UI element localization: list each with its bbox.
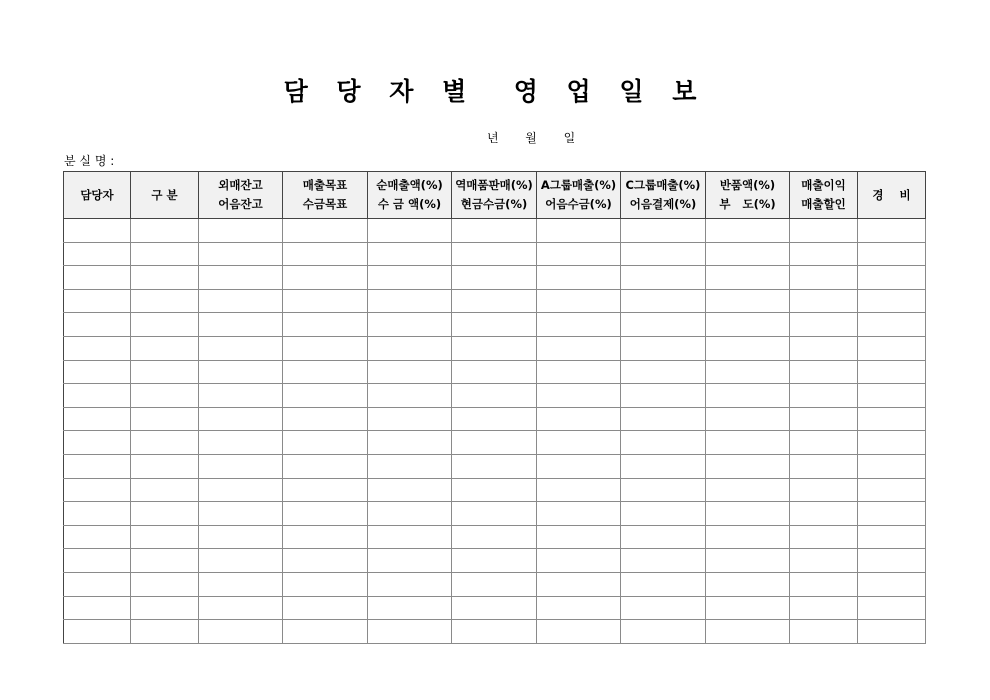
table-cell[interactable] xyxy=(790,525,858,549)
table-cell[interactable] xyxy=(858,572,926,596)
table-cell[interactable] xyxy=(64,454,131,478)
header-returns xyxy=(706,172,790,219)
table-cell[interactable] xyxy=(537,289,621,313)
table-cell[interactable] xyxy=(621,266,706,290)
table-cell[interactable] xyxy=(858,242,926,266)
table-cell[interactable] xyxy=(64,620,131,644)
table-cell[interactable] xyxy=(537,596,621,620)
table-row xyxy=(64,336,926,360)
table-cell[interactable] xyxy=(64,336,131,360)
table-cell[interactable] xyxy=(131,596,199,620)
table-cell[interactable] xyxy=(858,289,926,313)
table-cell[interactable] xyxy=(368,525,452,549)
header-expenses xyxy=(858,172,926,219)
table-cell[interactable] xyxy=(368,289,452,313)
header-line: 외매잔고 xyxy=(218,178,263,192)
table-cell[interactable] xyxy=(858,407,926,431)
table-cell[interactable] xyxy=(537,502,621,526)
table-cell[interactable] xyxy=(199,289,283,313)
table-cell[interactable] xyxy=(368,454,452,478)
table-cell[interactable] xyxy=(790,502,858,526)
table-cell[interactable] xyxy=(621,360,706,384)
table-cell[interactable] xyxy=(283,502,368,526)
table-cell[interactable] xyxy=(621,289,706,313)
table-cell[interactable] xyxy=(64,313,131,337)
table-cell[interactable] xyxy=(790,336,858,360)
table-cell[interactable] xyxy=(537,266,621,290)
table-cell[interactable] xyxy=(64,384,131,408)
table-cell[interactable] xyxy=(368,384,452,408)
table-cell[interactable] xyxy=(64,525,131,549)
table-row xyxy=(64,407,926,431)
table-cell[interactable] xyxy=(131,384,199,408)
branch-label: 분 실 명 : xyxy=(64,154,115,168)
header-line: 매출할인 xyxy=(801,197,846,211)
header-line: 매출이익 xyxy=(801,178,846,192)
table-cell[interactable] xyxy=(621,336,706,360)
table-cell[interactable] xyxy=(790,360,858,384)
header-line: 순매출액(%) xyxy=(376,178,443,192)
table-cell[interactable] xyxy=(199,620,283,644)
table-cell[interactable] xyxy=(64,219,131,243)
table-cell[interactable] xyxy=(199,336,283,360)
table-cell[interactable] xyxy=(706,454,790,478)
table-cell[interactable] xyxy=(199,596,283,620)
table-cell[interactable] xyxy=(858,384,926,408)
table-cell[interactable] xyxy=(368,502,452,526)
table-cell[interactable] xyxy=(283,219,368,243)
table-cell[interactable] xyxy=(452,289,537,313)
table-cell[interactable] xyxy=(131,478,199,502)
table-cell[interactable] xyxy=(452,407,537,431)
table-cell[interactable] xyxy=(199,266,283,290)
table-cell[interactable] xyxy=(621,549,706,573)
table-cell[interactable] xyxy=(621,313,706,337)
table-cell[interactable] xyxy=(706,572,790,596)
table-cell[interactable] xyxy=(790,478,858,502)
table-cell[interactable] xyxy=(790,242,858,266)
table-cell[interactable] xyxy=(64,549,131,573)
header-balance xyxy=(199,172,283,219)
table-row xyxy=(64,572,926,596)
table-cell[interactable] xyxy=(858,431,926,455)
header-manager xyxy=(64,172,131,219)
table-cell[interactable] xyxy=(706,336,790,360)
table-cell[interactable] xyxy=(858,336,926,360)
table-row xyxy=(64,454,926,478)
table-cell[interactable] xyxy=(131,549,199,573)
table-cell[interactable] xyxy=(790,454,858,478)
header-line: 경 비 xyxy=(872,187,911,202)
table-cell[interactable] xyxy=(706,431,790,455)
table-cell[interactable] xyxy=(368,407,452,431)
table-cell[interactable] xyxy=(790,407,858,431)
table-row xyxy=(64,242,926,266)
table-cell[interactable] xyxy=(199,242,283,266)
table-row xyxy=(64,620,926,644)
header-line: 수금목표 xyxy=(302,197,348,211)
table-cell[interactable] xyxy=(537,620,621,644)
table-cell[interactable] xyxy=(64,360,131,384)
table-cell[interactable] xyxy=(199,219,283,243)
table-cell[interactable] xyxy=(283,242,368,266)
table-cell[interactable] xyxy=(368,596,452,620)
table-row xyxy=(64,266,926,290)
page-title: 담 당 자 별 영 업 일 보 xyxy=(283,77,707,106)
table-cell[interactable] xyxy=(64,431,131,455)
table-cell[interactable] xyxy=(858,502,926,526)
table-cell[interactable] xyxy=(706,313,790,337)
table-cell[interactable] xyxy=(64,502,131,526)
table-cell[interactable] xyxy=(283,454,368,478)
table-cell[interactable] xyxy=(283,596,368,620)
table-cell[interactable] xyxy=(131,454,199,478)
table-cell[interactable] xyxy=(858,313,926,337)
table-cell[interactable] xyxy=(64,478,131,502)
table-cell[interactable] xyxy=(131,431,199,455)
table-body xyxy=(64,219,926,644)
table-cell[interactable] xyxy=(368,266,452,290)
table-cell[interactable] xyxy=(452,431,537,455)
table-cell[interactable] xyxy=(621,242,706,266)
table-cell[interactable] xyxy=(199,313,283,337)
table-cell[interactable] xyxy=(452,478,537,502)
table-cell[interactable] xyxy=(452,242,537,266)
table-cell[interactable] xyxy=(706,242,790,266)
header-targets xyxy=(283,172,368,219)
table-cell[interactable] xyxy=(283,336,368,360)
table-cell[interactable] xyxy=(452,384,537,408)
header-line: 어음결제(%) xyxy=(629,197,697,211)
table-cell[interactable] xyxy=(621,525,706,549)
table-cell[interactable] xyxy=(64,407,131,431)
table-cell[interactable] xyxy=(790,219,858,243)
table-cell[interactable] xyxy=(131,289,199,313)
header-line: 부 도(%) xyxy=(719,197,776,211)
table-cell[interactable] xyxy=(131,620,199,644)
table-row xyxy=(64,289,926,313)
table-cell[interactable] xyxy=(64,596,131,620)
table-cell[interactable] xyxy=(621,431,706,455)
header-line: 어음잔고 xyxy=(218,197,263,211)
table-cell[interactable] xyxy=(706,596,790,620)
table-cell[interactable] xyxy=(790,384,858,408)
table-cell[interactable] xyxy=(131,219,199,243)
table-cell[interactable] xyxy=(131,313,199,337)
header-category xyxy=(131,172,199,219)
table-row xyxy=(64,525,926,549)
table-cell[interactable] xyxy=(452,596,537,620)
table-cell[interactable] xyxy=(131,502,199,526)
table-cell[interactable] xyxy=(368,360,452,384)
table-cell[interactable] xyxy=(621,620,706,644)
table-cell[interactable] xyxy=(537,549,621,573)
table-cell[interactable] xyxy=(368,620,452,644)
table-cell[interactable] xyxy=(790,313,858,337)
table-cell[interactable] xyxy=(621,454,706,478)
table-cell[interactable] xyxy=(537,384,621,408)
table-cell[interactable] xyxy=(199,525,283,549)
table-cell[interactable] xyxy=(452,313,537,337)
table-cell[interactable] xyxy=(283,549,368,573)
table-cell[interactable] xyxy=(283,407,368,431)
table-cell[interactable] xyxy=(706,502,790,526)
table-cell[interactable] xyxy=(199,572,283,596)
table-cell[interactable] xyxy=(621,407,706,431)
table-cell[interactable] xyxy=(131,360,199,384)
table-cell[interactable] xyxy=(706,289,790,313)
table-cell[interactable] xyxy=(368,572,452,596)
table-row xyxy=(64,502,926,526)
table-cell[interactable] xyxy=(621,478,706,502)
table-cell[interactable] xyxy=(537,407,621,431)
table-cell[interactable] xyxy=(706,478,790,502)
header-line: 구 분 xyxy=(151,187,178,202)
table-cell[interactable] xyxy=(283,572,368,596)
table-cell[interactable] xyxy=(368,313,452,337)
table-cell[interactable] xyxy=(790,596,858,620)
table-cell[interactable] xyxy=(858,478,926,502)
table-cell[interactable] xyxy=(452,502,537,526)
table-cell[interactable] xyxy=(452,219,537,243)
header-line: 어음수금(%) xyxy=(545,197,612,211)
table-cell[interactable] xyxy=(706,219,790,243)
table-cell[interactable] xyxy=(64,242,131,266)
table-row xyxy=(64,313,926,337)
header-line: A그룹매출(%) xyxy=(540,178,617,192)
table-cell[interactable] xyxy=(537,313,621,337)
table-cell[interactable] xyxy=(199,384,283,408)
header-group-a xyxy=(537,172,621,219)
table-cell[interactable] xyxy=(131,242,199,266)
table-cell[interactable] xyxy=(131,336,199,360)
table-cell[interactable] xyxy=(283,431,368,455)
table-cell[interactable] xyxy=(452,525,537,549)
table-cell[interactable] xyxy=(452,336,537,360)
table-row xyxy=(64,478,926,502)
table-cell[interactable] xyxy=(368,431,452,455)
table-cell[interactable] xyxy=(199,502,283,526)
table-cell[interactable] xyxy=(790,431,858,455)
table-cell[interactable] xyxy=(452,572,537,596)
table-cell[interactable] xyxy=(131,407,199,431)
table-cell[interactable] xyxy=(706,525,790,549)
table-cell[interactable] xyxy=(537,478,621,502)
table-cell[interactable] xyxy=(621,219,706,243)
table-cell[interactable] xyxy=(537,242,621,266)
table-cell[interactable] xyxy=(283,384,368,408)
table-cell[interactable] xyxy=(368,336,452,360)
table-cell[interactable] xyxy=(283,360,368,384)
table-header-row xyxy=(64,172,926,219)
table-cell[interactable] xyxy=(452,620,537,644)
header-reverse-sales xyxy=(452,172,537,219)
sales-report-table xyxy=(63,171,926,644)
table-cell[interactable] xyxy=(537,431,621,455)
table-cell[interactable] xyxy=(199,478,283,502)
table-cell[interactable] xyxy=(790,549,858,573)
table-cell[interactable] xyxy=(452,454,537,478)
table-cell[interactable] xyxy=(706,384,790,408)
table-cell[interactable] xyxy=(706,620,790,644)
table-cell[interactable] xyxy=(621,384,706,408)
header-line: 반품액(%) xyxy=(719,178,776,192)
table-row xyxy=(64,384,926,408)
table-cell[interactable] xyxy=(621,572,706,596)
table-cell[interactable] xyxy=(537,454,621,478)
table-row xyxy=(64,596,926,620)
header-line: 매출목표 xyxy=(302,178,348,192)
table-cell[interactable] xyxy=(452,360,537,384)
table-cell[interactable] xyxy=(131,572,199,596)
table-row xyxy=(64,431,926,455)
table-cell[interactable] xyxy=(706,266,790,290)
table-row xyxy=(64,360,926,384)
table-cell[interactable] xyxy=(790,266,858,290)
table-cell[interactable] xyxy=(621,596,706,620)
table-cell[interactable] xyxy=(283,525,368,549)
header-profit xyxy=(790,172,858,219)
table-cell[interactable] xyxy=(283,478,368,502)
table-cell[interactable] xyxy=(858,525,926,549)
date-line: 년 월 일 xyxy=(487,131,576,145)
table-cell[interactable] xyxy=(790,572,858,596)
table-row xyxy=(64,549,926,573)
header-line: 담당자 xyxy=(80,187,114,202)
table-cell[interactable] xyxy=(368,549,452,573)
table-cell[interactable] xyxy=(64,266,131,290)
header-group-c xyxy=(621,172,706,219)
table-cell[interactable] xyxy=(858,454,926,478)
table-cell[interactable] xyxy=(537,360,621,384)
table-cell[interactable] xyxy=(537,336,621,360)
header-line: C그룹매출(%) xyxy=(625,178,701,192)
table-cell[interactable] xyxy=(452,266,537,290)
table-cell[interactable] xyxy=(706,407,790,431)
table-cell[interactable] xyxy=(706,360,790,384)
table-cell[interactable] xyxy=(283,266,368,290)
table-cell[interactable] xyxy=(368,242,452,266)
table-cell[interactable] xyxy=(199,431,283,455)
table-cell[interactable] xyxy=(283,313,368,337)
table-cell[interactable] xyxy=(199,454,283,478)
header-net-sales xyxy=(368,172,452,219)
header-line: 수 금 액(%) xyxy=(377,197,442,211)
table-cell[interactable] xyxy=(368,478,452,502)
table-cell[interactable] xyxy=(64,572,131,596)
table-cell[interactable] xyxy=(131,266,199,290)
table-cell[interactable] xyxy=(199,360,283,384)
table-cell[interactable] xyxy=(537,219,621,243)
table-cell[interactable] xyxy=(858,620,926,644)
table-cell[interactable] xyxy=(537,572,621,596)
table-cell[interactable] xyxy=(858,219,926,243)
table-cell[interactable] xyxy=(283,289,368,313)
header-line: 현금수금(%) xyxy=(460,197,528,211)
table-cell[interactable] xyxy=(706,549,790,573)
table-row xyxy=(64,219,926,243)
table-cell[interactable] xyxy=(131,525,199,549)
table-cell[interactable] xyxy=(790,620,858,644)
table-cell[interactable] xyxy=(858,266,926,290)
table-cell[interactable] xyxy=(858,549,926,573)
table-cell[interactable] xyxy=(621,502,706,526)
table-cell[interactable] xyxy=(368,219,452,243)
table-cell[interactable] xyxy=(858,360,926,384)
table-cell[interactable] xyxy=(64,289,131,313)
table-cell[interactable] xyxy=(858,596,926,620)
header-line: 역매품판매(%) xyxy=(455,178,533,192)
table-cell[interactable] xyxy=(790,289,858,313)
table-cell[interactable] xyxy=(199,549,283,573)
table-cell[interactable] xyxy=(283,620,368,644)
table-cell[interactable] xyxy=(452,549,537,573)
table-cell[interactable] xyxy=(537,525,621,549)
table-cell[interactable] xyxy=(199,407,283,431)
